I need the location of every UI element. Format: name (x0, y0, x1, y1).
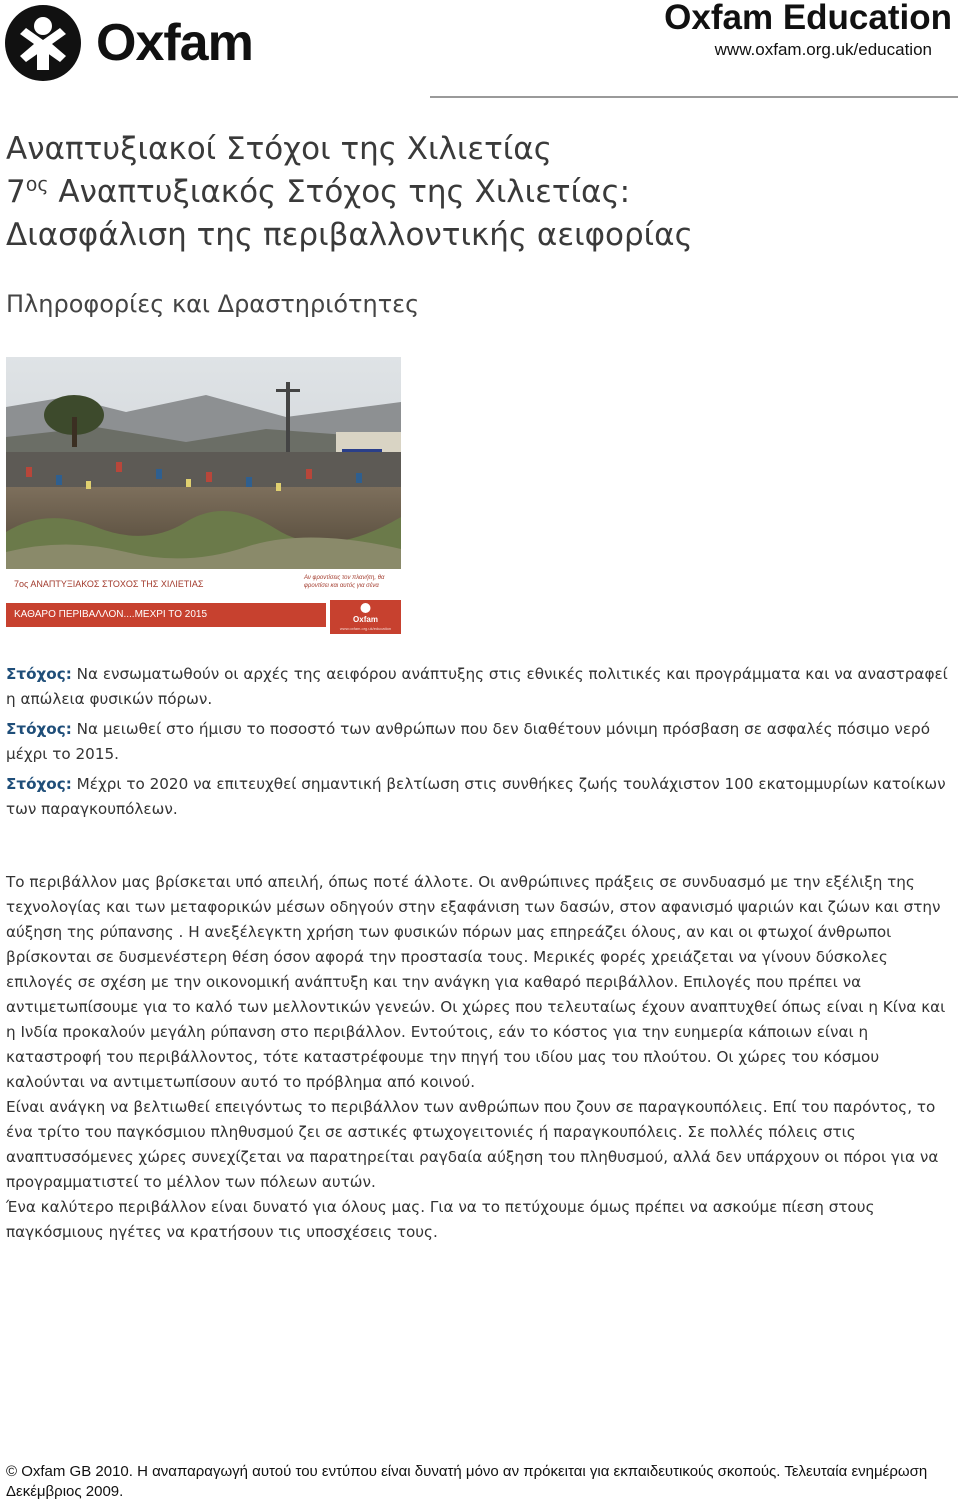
poster-heading: 7ος ΑΝΑΠΤΥΞΙΑΚΟΣ ΣΤΟΧΟΣ ΤΗΣ ΧΙΛΙΕΤΙΑΣ (14, 579, 204, 589)
title-goal-number: 7 (6, 174, 26, 210)
goal-label: Στόχος: (6, 665, 72, 683)
header-divider (430, 96, 958, 98)
goal-label: Στόχος: (6, 775, 72, 793)
goal-item (6, 717, 952, 767)
body-paragraph-3: Ένα καλύτερο περιβάλλον είναι δυνατό για όλους μας. Για να το πετύχουμε όμως πρέπει να ασκούμε πίεση στους παγκόσμιους ηγέτες να κρατήσουν τις υποσχέσεις τους. (6, 1198, 875, 1241)
goal-text: Να ενσωματωθούν οι αρχές της αειφόρου ανάπτυξης στις εθνικές πολιτικές και προγράμματα και να αναστραφεί η απώλεια φυσικών πόρων. (6, 665, 948, 708)
goal-label: Στόχος: (6, 720, 72, 738)
oxfam-logo-icon (4, 4, 82, 82)
goals-list (6, 662, 952, 827)
copyright-footer: © Oxfam GB 2010. Η αναπαραγωγή αυτού του εντύπου είναι δυνατή μόνο αν πρόκειται για εκπαιδευτικούς σκοπούς. Τελευταία ενημέρωση Δεκέμβριος 2009. (6, 1463, 928, 1500)
body-paragraph-2: Είναι ανάγκη να βελτιωθεί επειγόντως το περιβάλλον των ανθρώπων που ζουν σε παραγκουπόλεις. Επί του παρόντος, το ένα τρίτο του παγκόσμιου πληθυσμού ζει σε αστικές φτωχογειτονιές ή παραγκουπόλεις. Σε πολλές πόλεις στις αναπτυσσόμενες χώρες συνεχίζεται να παρατηρείται ραγδαία αύξηση του πληθυσμού, αλλά δεν υπάρχουν οι πόροι για να προγραμματιστεί το μέλλον των πόλεων αυτών. (6, 1098, 939, 1191)
poster-quote: Αν φροντίσεις τον πλανήτη, θα φροντίσει και αυτός για σένα (304, 575, 385, 589)
oxfam-logo (4, 4, 253, 82)
page-subtitle: Πληροφορίες και Δραστηριότητες (6, 290, 420, 318)
goal-text: Μέχρι το 2020 να επιτευχθεί σημαντική βελτίωση στις συνθήκες ζωής τουλάχιστον 100 εκατομμυρίων κατοίκων των παραγκουπόλεων. (6, 775, 946, 818)
poster-logo-url: www.oxfam.org.uk/education (339, 626, 392, 631)
goal-text: Να μειωθεί στο ήμισυ το ποσοστό των ανθρώπων που δεν διαθέτουν μόνιμη πρόσβαση σε ασφαλές πόσιμο νερό μέχρι το 2015. (6, 720, 930, 763)
brand-block (664, 0, 952, 60)
body-paragraph-1: Το περιβάλλον μας βρίσκεται υπό απειλή, όπως ποτέ άλλοτε. Οι ανθρώπινες πράξεις σε συνδυασμό με την εξέλιξη της τεχνολογίας και των μεταφορικών μέσων οδηγούν στην εξαφάνιση των δασών, στον αφανισμό ψαριών και ζώων και στην αύξηση της ρύπανσης . Η ανεξέλεγκτη χρήση των φυσικών πόρων μας επηρεάζει όλους, αν και οι φτωχοί άνθρωποι βρίσκονται σε δυσμενέστερη θέση όσον αφορά την προστασία τους. Μερικές φορές χρειάζεται να γίνουν δύσκολες επιλογές σε σχέση με την οικονομική ανάπτυξη και την ανάγκη για καθαρό περιβάλλον. Επιλογές που πρέπει να αντιμετωπίσουμε για το καλό των μελλοντικών γενεών. Οι χώρες που τελευταίως έχουν αναπτυχθεί όπως είναι η Κίνα και η Ινδία προκαλούν μεγάλη ρύπανση στο περιβάλλον. Εντούτοις, εάν το κόστος για την ευημερία κάποιων είναι η καταστροφή του περιβάλλοντος, τότε καταστρέφουμε την πηγή του ιδίου μας του πλούτου. Οι χώρες του κόσμου καλούνται να αντιμετωπίσουν αυτό το πρόβλημα από κοινού. (6, 873, 946, 1091)
goal-item (6, 662, 952, 712)
brand-title: Oxfam Education (664, 0, 952, 37)
poster-logo-text: Oxfam (353, 615, 378, 624)
title-line-2 (6, 171, 693, 214)
title-line-3: Διασφάλιση της περιβαλλοντικής αειφορίας (6, 217, 693, 253)
brand-url[interactable]: www.oxfam.org.uk/education (714, 40, 932, 59)
logo-wordmark: Oxfam (96, 14, 253, 72)
slum-market-photo (6, 357, 401, 569)
goal-item (6, 772, 952, 822)
title-line-1: Αναπτυξιακοί Στόχοι της Χιλιετίας (6, 131, 552, 167)
title-line-2-text: Αναπτυξιακός Στόχος της Χιλιετίας: (48, 174, 631, 210)
title-ordinal: ος (25, 173, 49, 196)
poster-image (6, 357, 401, 636)
poster-strip-text: ΚΑΘΑΡΟ ΠΕΡΙΒΑΛΛΟΝ....ΜΕΧΡΙ ΤΟ 2015 (14, 609, 208, 620)
page-title (6, 128, 693, 257)
body-text (6, 870, 946, 1245)
